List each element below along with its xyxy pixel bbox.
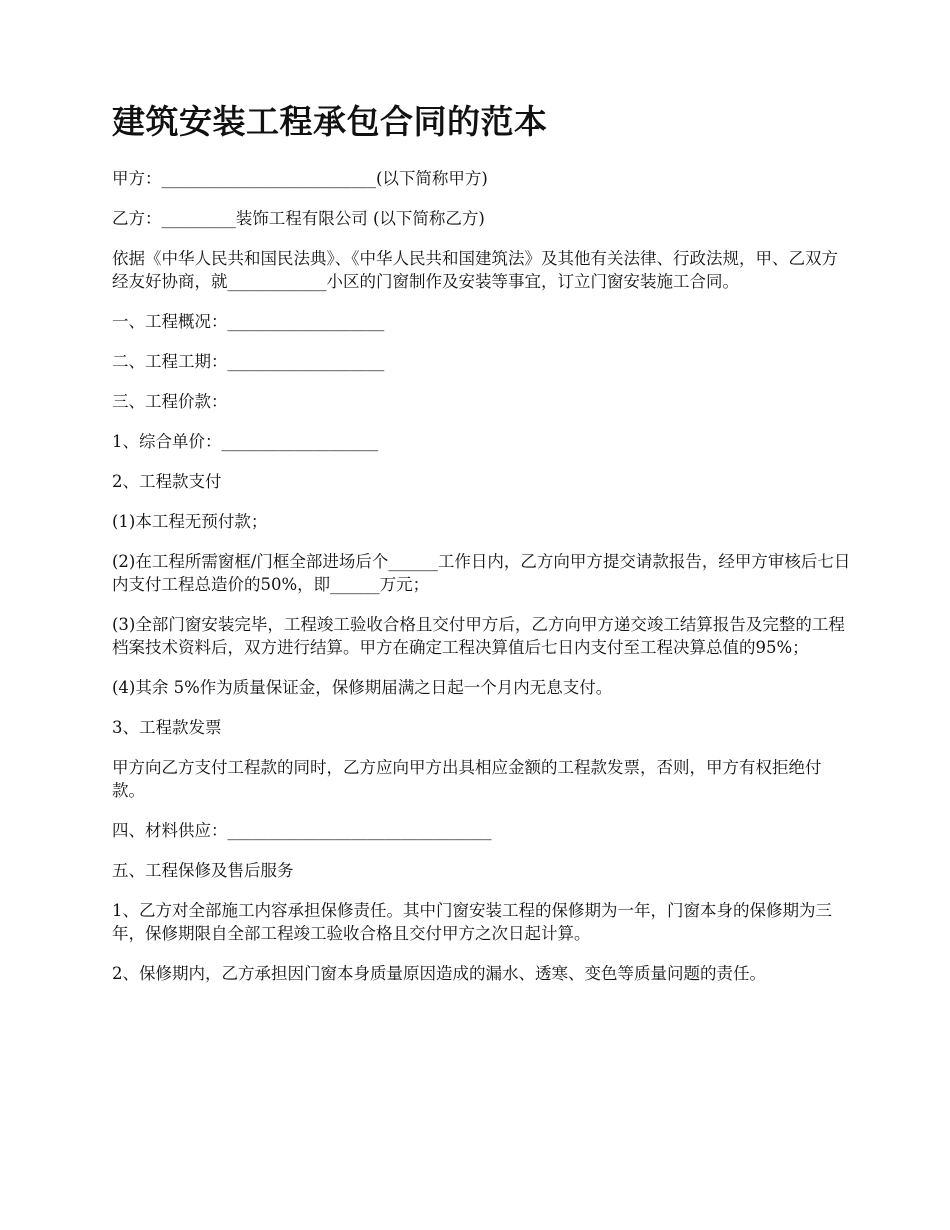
section-overview: 一、工程概况：___________________ bbox=[112, 311, 385, 331]
section-warranty-heading: 五、工程保修及售后服务 bbox=[112, 860, 294, 880]
document-page bbox=[112, 100, 852, 1002]
party-b-line: 乙方：_________装饰工程有限公司 (以下简称乙方) bbox=[112, 208, 485, 228]
invoice-heading: 3、工程款发票 bbox=[112, 717, 222, 737]
payment-clause-3: (3)全部门窗安装完毕，工程竣工验收合格且交付甲方后，乙方向甲方递交竣工结算报告及完整的工程档案技术资料后，双方进行结算。甲方在确定工程决算值后七日内支付至工程决算总值的95%； bbox=[112, 614, 845, 657]
party-a-line: 甲方：__________________________(以下简称甲方) bbox=[112, 168, 488, 188]
invoice-clause: 甲方向乙方支付工程款的同时，乙方应向甲方出具相应金额的工程款发票，否则，甲方有权拒绝付款。 bbox=[112, 757, 822, 800]
section-price-heading: 三、工程价款： bbox=[112, 391, 228, 411]
payment-heading: 2、工程款支付 bbox=[112, 471, 222, 491]
payment-clause-1: (1)本工程无预付款； bbox=[112, 511, 268, 531]
warranty-clause-1: 1、乙方对全部施工内容承担保修责任。其中门窗安装工程的保修期为一年，门窗本身的保修期为三年，保修期限自全部工程竣工验收合格且交付甲方之次日起计算。 bbox=[112, 900, 832, 943]
section-duration: 二、工程工期：___________________ bbox=[112, 351, 385, 371]
preamble-paragraph: 依据《中华人民共和国民法典》、《中华人民共和国建筑法》及其他有关法律、行政法规，甲、乙双方经友好协商，就____________小区的门窗制作及安装等事宜，订立门窗安装施工合同。 bbox=[112, 248, 838, 291]
payment-clause-4: (4)其余 5%作为质量保证金，保修期届满之日起一个月内无息支付。 bbox=[112, 677, 613, 697]
section-materials: 四、材料供应：________________________________ bbox=[112, 820, 492, 840]
payment-clause-2: (2)在工程所需窗框/门框全部进场后个______工作日内，乙方向甲方提交请款报告，经甲方审核后七日内支付工程总造价的50%，即______万元； bbox=[112, 551, 851, 594]
unit-price-line: 1、综合单价：___________________ bbox=[112, 431, 379, 451]
document-title: 建筑安装工程承包合同的范本 bbox=[112, 102, 548, 141]
warranty-clause-2: 2、保修期内，乙方承担因门窗本身质量原因造成的漏水、透寒、变色等质量问题的责任。 bbox=[112, 963, 766, 983]
